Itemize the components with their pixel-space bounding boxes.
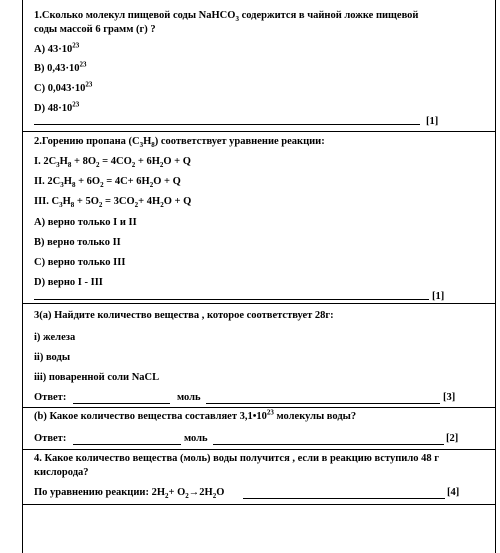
- q2-option-b: B) верно только II: [34, 237, 121, 248]
- q3a-item-salt: iii) поваренной соли NaCL: [34, 372, 160, 383]
- q1-option-d: [34, 102, 79, 115]
- separator-4: [22, 449, 496, 450]
- q1-option-d-text: D) 48·10: [34, 103, 73, 114]
- q3b-mark: [2]: [446, 433, 459, 444]
- q2-title-a: 2.Горению пропана (C: [34, 136, 140, 147]
- q3b-unit: моль: [184, 433, 208, 444]
- q1-title-text: 1.Сколько молекул пищевой соды NaHCO: [34, 10, 236, 21]
- separator-3: [22, 407, 496, 408]
- q2-mark: [1]: [432, 291, 445, 302]
- q3a-title: 3(a) Найдите количество вещества , которое соответствует 28г:: [34, 310, 334, 321]
- q3b-answer-label: Ответ:: [34, 433, 67, 444]
- q3a-answer-label: Ответ:: [34, 392, 67, 403]
- q4-title-line1: 4. Какое количество вещества (моль) воды получится , если в реакцию вступило 48 г: [34, 453, 439, 464]
- q1-title-rest: содержится в чайной ложке пищевой: [238, 10, 419, 21]
- q3a-answer-field[interactable]: [73, 403, 170, 404]
- q1-option-c: [34, 82, 92, 95]
- q2-equation-1: [34, 155, 191, 168]
- q4-answer-rule[interactable]: [243, 498, 445, 499]
- q2-title-c: ) соответствует уравнение реакции:: [154, 136, 325, 147]
- q4-reaction-text: По уравнению реакции: $2H_2+ O_2\to 2H_2O$: [34, 487, 225, 501]
- q2-title-b: H: [143, 136, 152, 147]
- q2-option-a: A) верно только I и II: [34, 217, 137, 228]
- q1-option-a-sup: 23: [72, 41, 80, 50]
- separator-1: [22, 131, 496, 132]
- q3b-title-b: молекулы воды?: [273, 411, 357, 422]
- q1-title-line1: [34, 9, 418, 22]
- q2-title: [34, 135, 325, 148]
- q2-title-sub1: 3: [139, 141, 144, 150]
- q1-option-c-sup: 23: [85, 80, 93, 89]
- q1-option-a: [34, 43, 79, 56]
- q1-option-b-text: B) 0,43·10: [34, 63, 80, 74]
- q2-option-c: C) верно только III: [34, 257, 126, 268]
- q2-option-d: D) верно I - III: [34, 277, 103, 288]
- q2-equation-2-text: II. $2C_3H_8 + 6O_2 = 4C+ 6H_2O + Q$: [34, 176, 181, 190]
- q3a-unit: моль: [177, 392, 201, 403]
- q1-option-a-text: A) 43·10: [34, 44, 73, 55]
- q1-answer-rule: [34, 124, 420, 125]
- separator-2: [22, 303, 496, 304]
- separator-5: [22, 504, 496, 505]
- q1-option-d-sup: 23: [72, 100, 80, 109]
- q2-equation-2: [34, 175, 181, 188]
- q1-title-line2: соды массой 6 грамм (г) ?: [34, 24, 156, 35]
- q3a-item-water: ii) воды: [34, 352, 71, 363]
- q3a-item-iron: i) железа: [34, 332, 76, 343]
- q3b-answer-field[interactable]: [73, 444, 181, 445]
- q3b-title: [34, 410, 356, 423]
- q3b-title-sup: 23: [266, 408, 274, 417]
- q4-mark: [4]: [447, 487, 460, 498]
- q3b-work-rule: [213, 444, 444, 445]
- q1-option-b-sup: 23: [79, 60, 87, 69]
- q4-title-line2: кислорода?: [34, 467, 89, 478]
- q3b-title-a: (b) Какое количество вещества составляет 3,1•10: [34, 411, 267, 422]
- q4-reaction: [34, 486, 224, 499]
- q1-title-sub: 3: [235, 15, 239, 24]
- q2-equation-3-text: III. $C_3H_8 + 5O_2 = 3CO_2+ 4H_2O + Q$: [34, 196, 192, 210]
- q2-equation-1-text: I. $2C_3H_8 + 8O_2 = 4CO_2 + 6H_2O + Q$: [34, 156, 191, 170]
- q1-mark: [1]: [426, 116, 439, 127]
- q2-title-sub2: 8: [151, 141, 155, 150]
- q1-option-b: [34, 62, 87, 75]
- q3a-mark: [3]: [443, 392, 456, 403]
- q1-option-c-text: C) 0,043·10: [34, 83, 86, 94]
- q3a-work-rule: [206, 403, 440, 404]
- q2-answer-rule: [34, 299, 429, 300]
- q2-equation-3: [34, 195, 191, 208]
